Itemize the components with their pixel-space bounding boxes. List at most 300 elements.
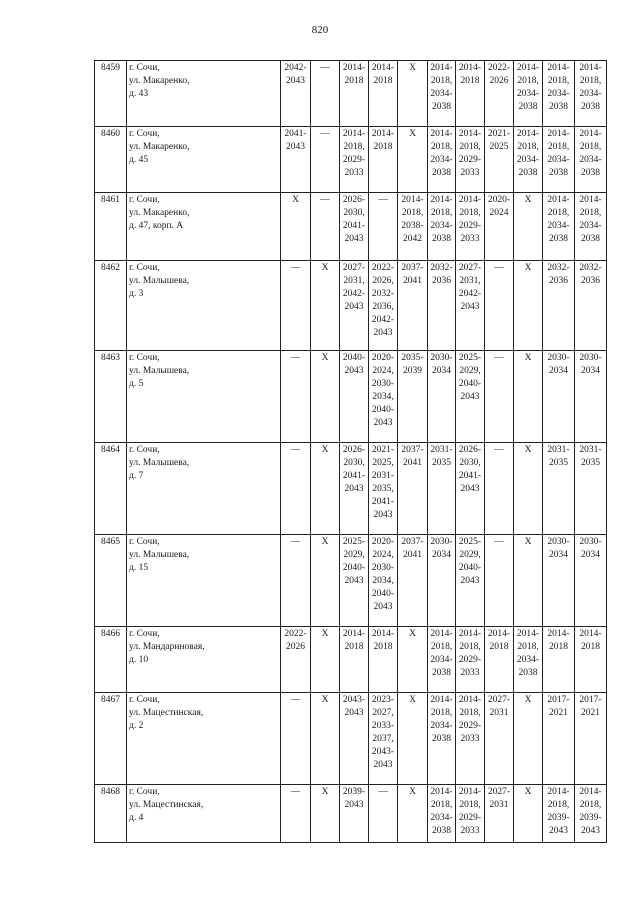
period-line: 2043 bbox=[460, 484, 480, 494]
period-line: 2014- bbox=[371, 63, 395, 73]
period-cell bbox=[514, 127, 543, 193]
period-cell bbox=[311, 351, 340, 443]
period-line: X bbox=[321, 537, 329, 547]
period-line: X bbox=[524, 353, 532, 363]
period-line: 2032- bbox=[430, 263, 453, 273]
period-cell bbox=[281, 127, 311, 193]
period-line: 2042- bbox=[342, 289, 366, 299]
period-cell bbox=[456, 351, 485, 443]
period-line: 2014- bbox=[458, 195, 482, 205]
period-line: 2042- bbox=[458, 289, 482, 299]
period-cell bbox=[398, 261, 428, 351]
period-line: 2038 bbox=[432, 734, 451, 744]
period-cell bbox=[575, 443, 607, 535]
address-line: д. 45 bbox=[129, 155, 149, 165]
period-line: 2014- bbox=[547, 787, 570, 797]
table-row bbox=[95, 61, 607, 127]
period-line: 2033 bbox=[460, 168, 480, 178]
period-line: — bbox=[290, 263, 301, 273]
period-cell bbox=[340, 535, 369, 627]
address-line: д. 7 bbox=[129, 471, 144, 481]
period-line: X bbox=[409, 63, 416, 73]
period-line: 2037- bbox=[401, 445, 424, 455]
period-line: 2041 bbox=[403, 458, 422, 468]
period-line: 2014- bbox=[579, 629, 602, 639]
period-line: 2034- bbox=[547, 89, 570, 99]
period-line: X bbox=[409, 629, 416, 639]
period-cell bbox=[575, 351, 607, 443]
period-line: 2014- bbox=[579, 787, 602, 797]
period-line: X bbox=[321, 787, 329, 797]
period-cell bbox=[575, 535, 607, 627]
period-line: 2035 bbox=[432, 458, 451, 468]
period-line: 2033 bbox=[460, 734, 480, 744]
address-cell bbox=[127, 535, 281, 627]
period-line: X bbox=[321, 445, 329, 455]
period-cell bbox=[340, 693, 369, 785]
period-line: 2025- bbox=[342, 537, 366, 547]
period-cell bbox=[485, 193, 514, 261]
period-line: 2029- bbox=[458, 655, 482, 665]
period-line: 2014- bbox=[547, 195, 570, 205]
period-line: 2031- bbox=[579, 445, 602, 455]
period-line: 2018, bbox=[430, 800, 453, 810]
period-line: 2038 bbox=[432, 668, 451, 678]
period-cell bbox=[485, 443, 514, 535]
period-line: 2018, bbox=[579, 76, 602, 86]
period-line: 2027, bbox=[372, 708, 394, 718]
period-cell bbox=[281, 193, 311, 261]
period-line: 2030- bbox=[547, 353, 570, 363]
period-line: 2014- bbox=[371, 629, 395, 639]
period-line: 2043 bbox=[344, 484, 364, 494]
period-line: 2026- bbox=[342, 445, 366, 455]
period-line: 2030- bbox=[371, 379, 395, 389]
period-line: 2018 bbox=[344, 76, 364, 86]
period-line: 2018 bbox=[373, 76, 393, 86]
period-line: 2014- bbox=[342, 129, 366, 139]
period-line: 2025- bbox=[458, 353, 482, 363]
period-line: X bbox=[321, 629, 329, 639]
period-line: 2018, bbox=[459, 800, 481, 810]
period-line: 2018, bbox=[459, 642, 481, 652]
period-cell bbox=[398, 61, 428, 127]
period-line: 2014- bbox=[579, 195, 602, 205]
period-cell bbox=[311, 693, 340, 785]
period-line: 2038 bbox=[549, 168, 568, 178]
period-line: 2018 bbox=[373, 642, 393, 652]
period-line: 2040- bbox=[371, 589, 395, 599]
address-line: д. 3 bbox=[129, 289, 144, 299]
period-line: 2027- bbox=[458, 263, 482, 273]
period-line: 2038 bbox=[432, 168, 451, 178]
period-line: 2021 bbox=[549, 708, 568, 718]
period-cell bbox=[514, 261, 543, 351]
address-line: г. Сочи, bbox=[129, 195, 160, 205]
address-line: ул. Мацестинская, bbox=[129, 708, 204, 718]
period-line: 2039- bbox=[579, 813, 602, 823]
period-cell bbox=[369, 627, 398, 693]
period-line: 2014- bbox=[430, 787, 453, 797]
period-line: 2034- bbox=[579, 221, 602, 231]
period-line: 2026, bbox=[372, 276, 394, 286]
period-cell bbox=[281, 535, 311, 627]
address-line: г. Сочи, bbox=[129, 353, 160, 363]
period-line: 2029, bbox=[343, 550, 365, 560]
period-cell bbox=[311, 61, 340, 127]
period-cell bbox=[575, 261, 607, 351]
period-cell bbox=[369, 535, 398, 627]
period-line: 2043 bbox=[344, 302, 364, 312]
row-number: 8463 bbox=[95, 351, 127, 443]
period-line: 2020- bbox=[487, 195, 511, 205]
period-line: 2038 bbox=[432, 826, 451, 836]
period-cell bbox=[281, 351, 311, 443]
period-line: 2029- bbox=[458, 155, 482, 165]
period-line: — bbox=[320, 63, 330, 73]
period-line: 2041- bbox=[371, 497, 395, 507]
address-line: г. Сочи, bbox=[129, 263, 160, 273]
address-line: г. Сочи, bbox=[129, 695, 160, 705]
period-line: 2014- bbox=[516, 129, 540, 139]
period-line: X bbox=[524, 263, 532, 273]
repair-schedule-table bbox=[94, 60, 607, 843]
period-line: 2043 bbox=[344, 234, 364, 244]
period-line: 2014- bbox=[547, 129, 570, 139]
table-row bbox=[95, 627, 607, 693]
period-cell bbox=[369, 261, 398, 351]
period-cell bbox=[485, 627, 514, 693]
period-cell bbox=[428, 127, 456, 193]
period-line: — bbox=[378, 195, 388, 205]
period-cell bbox=[428, 693, 456, 785]
period-cell bbox=[369, 127, 398, 193]
period-line: — bbox=[320, 195, 330, 205]
period-line: 2043 bbox=[460, 392, 480, 402]
period-line: 2014- bbox=[547, 629, 570, 639]
period-line: 2020- bbox=[371, 353, 395, 363]
address-line: г. Сочи, bbox=[129, 445, 160, 455]
period-line: 2042- bbox=[371, 315, 395, 325]
period-line: 2034- bbox=[547, 221, 570, 231]
period-line: 2014- bbox=[487, 629, 511, 639]
period-cell bbox=[340, 785, 369, 843]
period-line: 2014- bbox=[579, 63, 602, 73]
period-line: 2043 bbox=[373, 510, 393, 520]
address-line: ул. Малышева, bbox=[129, 550, 190, 560]
period-cell bbox=[428, 627, 456, 693]
period-line: 2034, bbox=[372, 576, 394, 586]
address-cell bbox=[127, 127, 281, 193]
period-line: 2029, bbox=[459, 366, 481, 376]
period-line: 2026 bbox=[286, 642, 305, 652]
period-line: 2029- bbox=[342, 155, 366, 165]
period-cell bbox=[340, 261, 369, 351]
period-line: 2034- bbox=[430, 221, 453, 231]
period-cell bbox=[485, 693, 514, 785]
period-line: 2018, bbox=[430, 142, 453, 152]
period-line: 2039- bbox=[342, 787, 366, 797]
period-line: 2042 bbox=[403, 234, 422, 244]
table-row bbox=[95, 261, 607, 351]
period-cell bbox=[398, 535, 428, 627]
period-line: 2038 bbox=[432, 234, 451, 244]
period-line: 2014- bbox=[516, 629, 540, 639]
period-line: 2024 bbox=[489, 208, 509, 218]
period-line: X bbox=[524, 195, 532, 205]
period-line: 2014- bbox=[458, 63, 482, 73]
period-line: 2033 bbox=[344, 168, 364, 178]
period-cell bbox=[514, 627, 543, 693]
period-cell bbox=[369, 693, 398, 785]
period-line: 2034- bbox=[430, 721, 453, 731]
table-row bbox=[95, 443, 607, 535]
row-number: 8468 bbox=[95, 785, 127, 843]
period-line: 2038 bbox=[549, 102, 568, 112]
period-cell bbox=[543, 443, 575, 535]
period-line: 2038 bbox=[518, 102, 538, 112]
period-cell bbox=[514, 443, 543, 535]
period-line: 2018, bbox=[401, 208, 424, 218]
period-cell bbox=[428, 535, 456, 627]
period-line: 2034- bbox=[430, 89, 453, 99]
period-line: 2034- bbox=[430, 155, 453, 165]
period-line: — bbox=[290, 695, 301, 705]
period-line: 2030, bbox=[343, 208, 365, 218]
address-line: г. Сочи, bbox=[129, 63, 160, 73]
period-line: 2036 bbox=[549, 276, 568, 286]
period-line: X bbox=[409, 695, 416, 705]
period-line: 2034- bbox=[516, 655, 540, 665]
address-line: д. 47, корп. А bbox=[129, 221, 184, 231]
period-line: 2034- bbox=[516, 89, 540, 99]
period-line: 2034- bbox=[579, 155, 602, 165]
period-line: 2014- bbox=[401, 195, 424, 205]
period-cell bbox=[456, 61, 485, 127]
period-cell bbox=[340, 351, 369, 443]
period-cell bbox=[311, 193, 340, 261]
period-line: 2014- bbox=[430, 195, 453, 205]
period-line: 2030- bbox=[430, 537, 453, 547]
period-cell bbox=[398, 785, 428, 843]
period-line: 2040- bbox=[371, 405, 395, 415]
period-line: 2039 bbox=[403, 366, 422, 376]
row-number: 8467 bbox=[95, 693, 127, 785]
period-cell bbox=[281, 443, 311, 535]
period-cell bbox=[456, 443, 485, 535]
page-number: 820 bbox=[311, 24, 329, 36]
period-cell bbox=[456, 127, 485, 193]
period-line: 2017- bbox=[579, 695, 602, 705]
address-line: ул. Макаренко, bbox=[129, 208, 190, 218]
period-line: 2022- bbox=[487, 63, 511, 73]
period-line: 2034- bbox=[516, 155, 540, 165]
period-cell bbox=[543, 693, 575, 785]
table-row bbox=[95, 693, 607, 785]
address-cell bbox=[127, 627, 281, 693]
period-line: 2014- bbox=[342, 63, 366, 73]
period-line: 2034, bbox=[372, 392, 394, 402]
period-line: 2014- bbox=[516, 63, 540, 73]
address-line: д. 10 bbox=[129, 655, 149, 665]
period-cell bbox=[428, 261, 456, 351]
period-cell bbox=[398, 443, 428, 535]
period-cell bbox=[575, 627, 607, 693]
period-line: 2018 bbox=[489, 642, 509, 652]
period-line: 2037, bbox=[372, 734, 394, 744]
period-line: 2018, bbox=[579, 800, 602, 810]
period-line: 2036, bbox=[372, 302, 394, 312]
period-line: 2037- bbox=[401, 263, 424, 273]
period-line: 2043 bbox=[286, 142, 305, 152]
period-line: 2025, bbox=[372, 458, 394, 468]
period-cell bbox=[514, 785, 543, 843]
period-line: 2022- bbox=[371, 263, 395, 273]
period-line: 2041 bbox=[403, 550, 422, 560]
period-cell bbox=[575, 193, 607, 261]
address-line: г. Сочи, bbox=[129, 129, 160, 139]
period-cell bbox=[485, 785, 514, 843]
period-line: X bbox=[524, 787, 532, 797]
period-line: 2034 bbox=[581, 550, 600, 560]
period-line: 2040- bbox=[458, 563, 482, 573]
period-cell bbox=[575, 785, 607, 843]
period-line: 2018, bbox=[430, 76, 453, 86]
period-line: 2041- bbox=[458, 471, 482, 481]
period-line: 2027- bbox=[487, 695, 511, 705]
period-line: — bbox=[320, 129, 330, 139]
period-line: 2018, bbox=[517, 76, 539, 86]
period-line: 2033- bbox=[371, 721, 395, 731]
period-cell bbox=[428, 193, 456, 261]
period-line: 2018, bbox=[430, 208, 453, 218]
address-line: ул. Мандариновая, bbox=[129, 642, 205, 652]
period-line: 2043 bbox=[344, 800, 364, 810]
period-cell bbox=[543, 261, 575, 351]
period-line: 2032- bbox=[371, 289, 395, 299]
period-line: 2020- bbox=[371, 537, 395, 547]
period-line: 2043- bbox=[342, 695, 366, 705]
period-line: 2038 bbox=[518, 168, 538, 178]
period-cell bbox=[340, 193, 369, 261]
period-line: 2014- bbox=[458, 787, 482, 797]
period-line: 2031- bbox=[371, 471, 395, 481]
period-line: 2034- bbox=[547, 155, 570, 165]
address-cell bbox=[127, 443, 281, 535]
period-cell bbox=[485, 61, 514, 127]
period-line: 2039- bbox=[547, 813, 570, 823]
period-line: 2034 bbox=[549, 366, 568, 376]
period-cell bbox=[485, 127, 514, 193]
period-cell bbox=[369, 443, 398, 535]
period-cell bbox=[456, 785, 485, 843]
period-line: 2031 bbox=[489, 800, 509, 810]
period-line: 2027- bbox=[487, 787, 511, 797]
period-line: — bbox=[290, 787, 301, 797]
address-line: ул. Мацестинская, bbox=[129, 800, 204, 810]
address-line: ул. Малышева, bbox=[129, 276, 190, 286]
period-line: X bbox=[321, 353, 329, 363]
period-line: 2043 bbox=[344, 576, 364, 586]
row-number: 8465 bbox=[95, 535, 127, 627]
address-line: д. 15 bbox=[129, 563, 149, 573]
period-cell bbox=[281, 693, 311, 785]
period-line: — bbox=[290, 537, 301, 547]
period-line: 2018, bbox=[547, 76, 570, 86]
period-line: — bbox=[494, 353, 504, 363]
period-line: 2034 bbox=[432, 366, 451, 376]
period-line: 2031, bbox=[459, 276, 481, 286]
period-cell bbox=[340, 61, 369, 127]
period-line: 2043 bbox=[286, 76, 305, 86]
period-line: 2036 bbox=[581, 276, 600, 286]
period-line: 2018, bbox=[547, 208, 570, 218]
period-line: 2035, bbox=[372, 484, 394, 494]
period-line: 2014- bbox=[458, 129, 482, 139]
address-cell bbox=[127, 693, 281, 785]
period-line: 2041- bbox=[342, 471, 366, 481]
table-row bbox=[95, 785, 607, 843]
period-line: 2030- bbox=[371, 563, 395, 573]
period-line: 2031 bbox=[489, 708, 509, 718]
period-line: 2043 bbox=[344, 708, 364, 718]
period-line: 2035- bbox=[401, 353, 424, 363]
period-line: 2018, bbox=[343, 142, 365, 152]
period-line: X bbox=[524, 695, 532, 705]
period-cell bbox=[543, 627, 575, 693]
period-line: 2037- bbox=[401, 537, 424, 547]
period-line: 2043 bbox=[581, 826, 600, 836]
period-line: 2014- bbox=[547, 63, 570, 73]
period-line: 2018 bbox=[373, 142, 393, 152]
row-number: 8460 bbox=[95, 127, 127, 193]
period-line: 2038- bbox=[401, 221, 424, 231]
period-line: 2038 bbox=[549, 234, 568, 244]
period-line: 2014- bbox=[371, 129, 395, 139]
address-line: ул. Малышева, bbox=[129, 458, 190, 468]
address-line: д. 2 bbox=[129, 721, 144, 731]
period-line: X bbox=[321, 695, 329, 705]
period-cell bbox=[311, 443, 340, 535]
period-line: 2030, bbox=[459, 458, 481, 468]
period-line: 2034 bbox=[432, 550, 451, 560]
period-line: 2041 bbox=[403, 276, 422, 286]
period-line: 2014- bbox=[430, 63, 453, 73]
row-number: 8464 bbox=[95, 443, 127, 535]
period-line: 2025 bbox=[489, 142, 509, 152]
period-cell bbox=[456, 193, 485, 261]
period-line: 2025- bbox=[458, 537, 482, 547]
period-line: 2026- bbox=[458, 445, 482, 455]
period-line: 2032- bbox=[547, 263, 570, 273]
period-line: 2040- bbox=[342, 563, 366, 573]
address-cell bbox=[127, 193, 281, 261]
period-line: 2018 bbox=[344, 642, 364, 652]
period-line: 2033 bbox=[460, 668, 480, 678]
period-line: 2031- bbox=[430, 445, 453, 455]
period-line: X bbox=[292, 195, 299, 205]
address-line: г. Сочи, bbox=[129, 787, 160, 797]
period-cell bbox=[340, 127, 369, 193]
period-line: 2033 bbox=[460, 826, 480, 836]
period-line: 2018 bbox=[581, 642, 600, 652]
period-line: 2014- bbox=[430, 629, 453, 639]
address-line: ул. Макаренко, bbox=[129, 76, 190, 86]
row-number: 8462 bbox=[95, 261, 127, 351]
period-line: 2038 bbox=[581, 234, 600, 244]
period-line: 2026- bbox=[342, 195, 366, 205]
period-cell bbox=[428, 443, 456, 535]
